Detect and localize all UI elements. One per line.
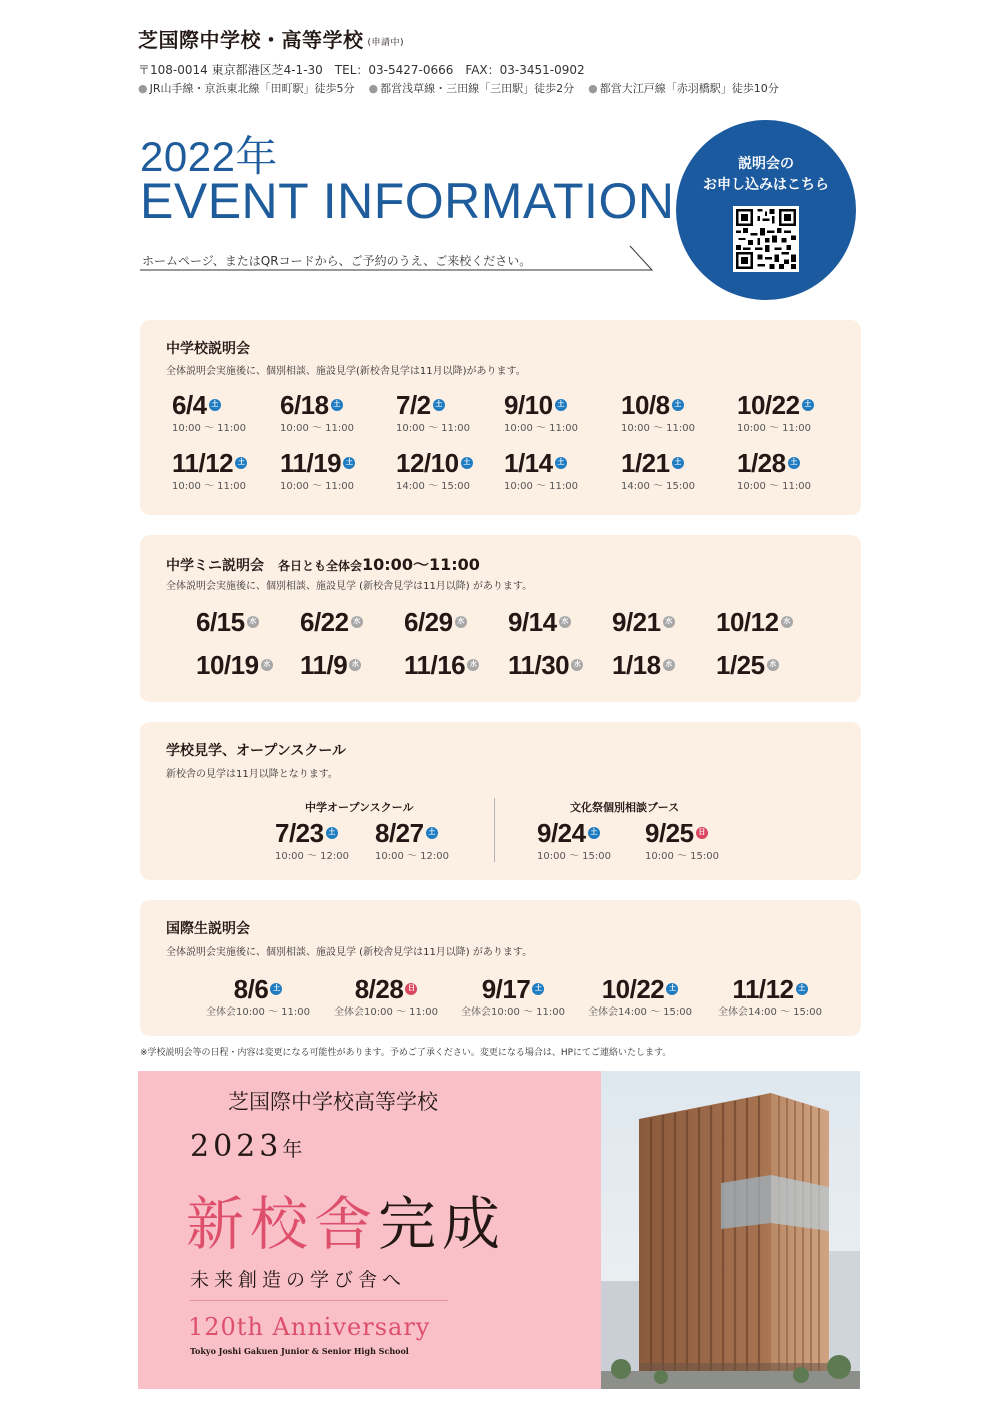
weekday-badge: 水 — [349, 659, 361, 671]
event-date-label — [300, 650, 361, 681]
event-date-text: 10/22 — [737, 390, 800, 420]
event-date-label — [280, 390, 354, 421]
panel-note: 全体説明会実施後に、個別相談、施設見学(新校舎見学は11月以降)があります。 — [166, 366, 526, 377]
weekday-badge: 土 — [235, 457, 247, 469]
event-date — [300, 650, 361, 681]
weekday-badge: 水 — [247, 616, 259, 628]
qr-label-line: お申し込みはこちら — [703, 177, 829, 193]
weekday-badge: 土 — [555, 457, 567, 469]
event-date — [375, 818, 449, 862]
event-time: 10:00 ～ 11:00 — [280, 423, 354, 434]
event-date — [404, 607, 467, 638]
panel-subtitle-time: 10:00～11:00 — [362, 555, 480, 574]
event-date — [196, 974, 320, 1018]
promo-school: 芝国際中学校高等学校 — [228, 1090, 438, 1114]
event-date-label — [196, 650, 273, 681]
event-date — [280, 448, 355, 492]
event-date-label — [537, 818, 611, 849]
panel-subtitle-prefix: 各日とも全体会 — [278, 559, 363, 573]
event-date — [537, 818, 611, 862]
event-date — [578, 974, 702, 1018]
new-building-promo — [138, 1071, 860, 1389]
event-date-label — [612, 607, 675, 638]
promo-headline-pink: 新校舎 — [186, 1190, 379, 1258]
event-date-text: 6/15 — [196, 607, 245, 637]
event-date-text: 10/8 — [621, 390, 670, 420]
event-date-label — [708, 974, 832, 1005]
pending-note: (申請中) — [367, 38, 405, 48]
weekday-badge: 土 — [666, 983, 678, 995]
event-date — [716, 650, 779, 681]
group-divider — [494, 798, 495, 862]
weekday-badge: 日 — [696, 827, 708, 839]
school-name-text: 芝国際中学校・高等学校 — [138, 28, 364, 52]
panel-title: 学校見学、オープンスクール — [166, 743, 347, 759]
weekday-badge: 水 — [467, 659, 479, 671]
event-time: 全体会14:00 ～ 15:00 — [718, 1007, 822, 1018]
event-time: 10:00 ～ 12:00 — [375, 851, 449, 862]
panel-title: 中学校説明会 — [166, 341, 250, 357]
weekday-badge: 土 — [461, 457, 473, 469]
event-date — [275, 818, 349, 862]
event-time: 10:00 ～ 11:00 — [621, 423, 695, 434]
access-item: ● JR山手線・京浜東北線「田町駅」徒歩5分 — [138, 80, 355, 96]
event-date-label — [612, 650, 675, 681]
event-time: 10:00 ～ 11:00 — [396, 423, 470, 434]
event-date — [404, 650, 479, 681]
event-time: 10:00 ～ 11:00 — [172, 423, 246, 434]
event-date — [300, 607, 363, 638]
weekday-badge: 土 — [788, 457, 800, 469]
event-date — [716, 607, 793, 638]
promo-headline-dark: 完成 — [378, 1190, 507, 1258]
event-date — [508, 607, 571, 638]
event-time: 10:00 ～ 11:00 — [172, 481, 246, 492]
event-date-text: 8/27 — [375, 818, 424, 848]
event-date-label — [396, 448, 473, 479]
promo-anniversary: 120th Anniversary — [188, 1313, 431, 1341]
panel-title-text: 中学ミニ説明会 — [166, 558, 264, 574]
event-date-label — [280, 448, 355, 479]
event-date-text: 1/21 — [621, 448, 670, 478]
event-date-text: 6/29 — [404, 607, 453, 637]
weekday-badge: 土 — [532, 983, 544, 995]
weekday-badge: 土 — [796, 983, 808, 995]
event-date-label — [404, 607, 467, 638]
event-date — [396, 390, 470, 434]
event-date-label — [404, 650, 479, 681]
event-date-label — [396, 390, 470, 421]
event-date — [708, 974, 832, 1018]
event-date-text: 10/19 — [196, 650, 259, 680]
event-year: 2022年 — [140, 133, 278, 180]
event-date-label — [578, 974, 702, 1005]
event-date-text: 11/9 — [300, 650, 348, 680]
event-date-text: 1/18 — [612, 650, 661, 680]
panel-note: 全体説明会実施後に、個別相談、施設見学 (新校舎見学は11月以降) があります。 — [166, 581, 533, 592]
event-date — [451, 974, 575, 1018]
event-date-label — [451, 974, 575, 1005]
weekday-badge: 土 — [802, 399, 814, 411]
event-time: 10:00 ～ 11:00 — [504, 423, 578, 434]
event-date — [396, 448, 473, 492]
weekday-badge: 土 — [433, 399, 445, 411]
event-date — [172, 448, 247, 492]
junior-sessions-panel — [140, 320, 861, 515]
weekday-badge: 土 — [343, 457, 355, 469]
promo-rule — [190, 1300, 448, 1301]
event-date-text: 6/18 — [280, 390, 329, 420]
weekday-badge: 水 — [261, 659, 273, 671]
event-date-text: 9/17 — [481, 974, 531, 1004]
event-date — [504, 448, 578, 492]
event-date-text: 12/10 — [396, 448, 459, 478]
event-date-label — [716, 650, 779, 681]
event-date-label — [172, 448, 247, 479]
event-time: 14:00 ～ 15:00 — [621, 481, 695, 492]
weekday-badge: 土 — [326, 827, 338, 839]
culture-fest-label: 文化祭個別相談ブース — [570, 801, 680, 814]
event-date-text: 1/28 — [737, 448, 786, 478]
event-date-text: 1/14 — [504, 448, 553, 478]
event-date-text: 9/10 — [504, 390, 553, 420]
access-item: ● 都営浅草線・三田線「三田駅」徒歩2分 — [369, 80, 575, 96]
event-date-text: 9/24 — [537, 818, 586, 848]
intl-sessions-panel — [140, 900, 861, 1036]
event-date-label — [172, 390, 246, 421]
event-time: 14:00 ～ 15:00 — [396, 481, 470, 492]
event-date-label — [300, 607, 363, 638]
event-time: 10:00 ～ 15:00 — [537, 851, 611, 862]
event-date-label — [621, 448, 695, 479]
promo-year-suffix: 年 — [282, 1137, 303, 1161]
promo-english-name: Tokyo Joshi Gakuen Junior & Senior High School — [190, 1346, 409, 1356]
event-date-label — [737, 390, 814, 421]
event-date-label — [716, 607, 793, 638]
weekday-badge: 土 — [209, 399, 221, 411]
qr-label — [676, 154, 856, 196]
event-date-text: 7/23 — [275, 818, 324, 848]
event-date — [196, 607, 259, 638]
reserve-note: ホームページ、またはQRコードから、ご予約のうえ、ご来校ください。 — [142, 254, 532, 268]
weekday-badge: 土 — [426, 827, 438, 839]
promo-headline — [186, 1177, 506, 1261]
weekday-badge: 土 — [672, 457, 684, 469]
event-date-label — [275, 818, 349, 849]
event-date-text: 6/4 — [172, 390, 207, 420]
access-item: ● 都営大江戸線「赤羽橋駅」徒歩10分 — [588, 80, 779, 96]
event-date — [324, 974, 448, 1018]
event-date — [621, 390, 695, 434]
weekday-badge: 土 — [672, 399, 684, 411]
building-illustration — [601, 1071, 860, 1389]
access-list — [138, 80, 779, 96]
event-title: EVENT INFORMATION — [140, 173, 675, 229]
panel-note: 全体説明会実施後に、個別相談、施設見学 (新校舎見学は11月以降) があります。 — [166, 947, 533, 958]
event-date-label — [737, 448, 811, 479]
event-time: 全体会10:00 ～ 11:00 — [461, 1007, 565, 1018]
event-date — [645, 818, 719, 862]
event-date-text: 1/25 — [716, 650, 765, 680]
event-date — [612, 607, 675, 638]
event-date — [196, 650, 273, 681]
qr-code-icon[interactable] — [733, 206, 799, 272]
weekday-badge: 水 — [663, 616, 675, 628]
event-date-text: 9/21 — [612, 607, 661, 637]
weekday-badge: 水 — [351, 616, 363, 628]
promo-year — [190, 1129, 302, 1164]
qr-application-badge[interactable] — [676, 120, 856, 300]
weekday-badge: 水 — [559, 616, 571, 628]
event-date-text: 10/22 — [601, 974, 665, 1004]
event-time: 10:00 ～ 15:00 — [645, 851, 719, 862]
event-date-text: 11/19 — [280, 448, 342, 478]
weekday-badge: 水 — [571, 659, 583, 671]
promo-sub: 未来創造の学び舎へ — [190, 1269, 407, 1291]
event-date-label — [375, 818, 449, 849]
weekday-badge: 水 — [767, 659, 779, 671]
weekday-badge: 日 — [405, 983, 417, 995]
event-date — [172, 390, 246, 434]
event-date — [612, 650, 675, 681]
event-time: 10:00 ～ 11:00 — [280, 481, 354, 492]
event-date-text: 7/2 — [396, 390, 431, 420]
weekday-badge: 水 — [455, 616, 467, 628]
event-date-text: 11/12 — [732, 974, 794, 1004]
weekday-badge: 土 — [555, 399, 567, 411]
footnote: ※学校説明会等の日程・内容は変更になる可能性があります。予めご了承ください。変更になる場合は、HPにてご連絡いたします。 — [140, 1048, 672, 1058]
event-date-text: 8/6 — [233, 974, 269, 1004]
event-date-text: 8/28 — [354, 974, 404, 1004]
event-time: 10:00 ～ 11:00 — [737, 423, 811, 434]
event-date-label — [504, 390, 578, 421]
event-date-label — [645, 818, 719, 849]
event-time: 10:00 ～ 11:00 — [504, 481, 578, 492]
event-date-text: 9/14 — [508, 607, 557, 637]
event-date-text: 11/12 — [172, 448, 234, 478]
qr-label-line: 説明会の — [738, 156, 794, 172]
school-name — [138, 24, 404, 53]
weekday-badge: 土 — [588, 827, 600, 839]
event-time: 全体会10:00 ～ 11:00 — [334, 1007, 438, 1018]
event-date — [508, 650, 583, 681]
weekday-badge: 水 — [663, 659, 675, 671]
event-date-label — [324, 974, 448, 1005]
mini-sessions-panel — [140, 535, 861, 702]
panel-title — [166, 552, 480, 575]
open-school-panel — [140, 722, 861, 880]
event-date — [737, 390, 814, 434]
event-date-text: 11/30 — [508, 650, 570, 680]
event-date-text: 10/12 — [716, 607, 779, 637]
event-date — [737, 448, 811, 492]
event-date-label — [508, 650, 583, 681]
open-school-label: 中学オープンスクール — [305, 801, 414, 814]
event-date-label — [621, 390, 695, 421]
event-time: 全体会14:00 ～ 15:00 — [588, 1007, 692, 1018]
event-date — [621, 448, 695, 492]
address: 〒108-0014 東京都港区芝4-1-30 TEL：03-5427-0666 FAX：03-3451-0902 — [138, 63, 585, 77]
event-date-text: 9/25 — [645, 818, 694, 848]
promo-year-number: 2023 — [190, 1129, 283, 1164]
event-date-text: 11/16 — [404, 650, 466, 680]
event-date-label — [196, 974, 320, 1005]
event-date-label — [196, 607, 259, 638]
panel-subtitle — [278, 555, 480, 574]
panel-title: 国際生説明会 — [166, 921, 250, 937]
event-date — [280, 390, 354, 434]
event-date-label — [504, 448, 578, 479]
weekday-badge: 土 — [331, 399, 343, 411]
event-date-text: 6/22 — [300, 607, 349, 637]
panel-note: 新校舎の見学は11月以降となります。 — [166, 769, 338, 780]
event-date — [504, 390, 578, 434]
weekday-badge: 水 — [781, 616, 793, 628]
event-date-label — [508, 607, 571, 638]
event-time: 全体会10:00 ～ 11:00 — [206, 1007, 310, 1018]
event-time: 10:00 ～ 12:00 — [275, 851, 349, 862]
event-time: 10:00 ～ 11:00 — [737, 481, 811, 492]
weekday-badge: 土 — [270, 983, 282, 995]
